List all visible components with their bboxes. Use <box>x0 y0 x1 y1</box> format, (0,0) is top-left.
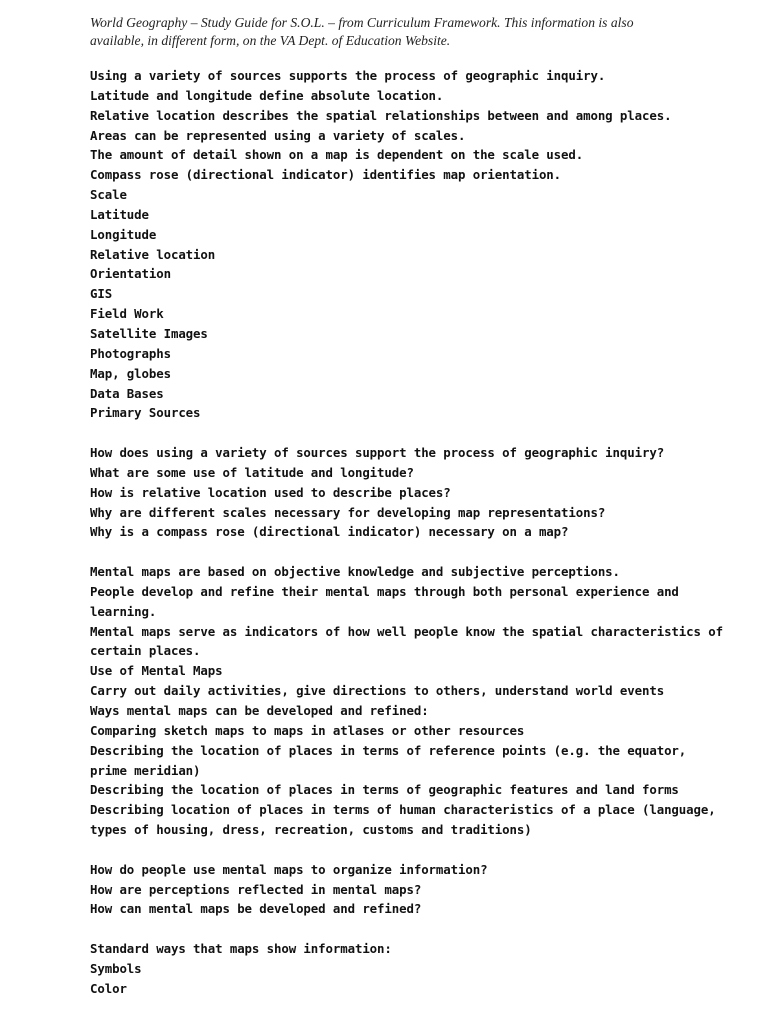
section-map-information <box>90 939 690 999</box>
text-line: Describing location of places in terms of human characteristics of a place (language, <box>90 802 716 818</box>
text-line: Describing the location of places in terms of reference points (e.g. the equator, <box>90 742 687 758</box>
text-line: Using a variety of sources supports the process of geographic inquiry. <box>90 68 606 83</box>
text-line: prime meridian) <box>90 762 201 778</box>
text-line: Comparing sketch maps to maps in atlases or other resources <box>90 722 525 738</box>
text-line: Areas can be represented using a variety of scales. <box>90 127 466 143</box>
document-header <box>90 14 730 49</box>
text-line: People develop and refine their mental maps through both personal experience and <box>90 583 679 599</box>
header-line: available, in different form, on the VA Dept. of Education Website. <box>90 32 451 48</box>
document-body <box>90 66 723 999</box>
term-item: Photographs <box>90 345 171 361</box>
term-item: Map, globes <box>90 365 171 381</box>
text-line: Describing the location of places in terms of geographic features and land forms <box>90 782 679 798</box>
question-line: Why is a compass rose (directional indicator) necessary on a map? <box>90 524 569 540</box>
text-line: Mental maps are based on objective knowledge and subjective perceptions. <box>90 564 620 580</box>
term-item: Longitude <box>90 226 157 242</box>
text-line: Compass rose (directional indicator) identifies map orientation. <box>90 167 562 183</box>
text-line: learning. <box>90 603 157 619</box>
section-mental-maps <box>90 562 723 840</box>
question-line: What are some use of latitude and longitude? <box>90 464 414 480</box>
question-line: How does using a variety of sources support the process of geographic inquiry? <box>90 445 665 461</box>
paragraph-spacer <box>90 840 690 860</box>
text-line: Latitude and longitude define absolute location. <box>90 87 444 103</box>
term-item: Latitude <box>90 206 149 222</box>
question-line: How do people use mental maps to organize information? <box>90 861 488 877</box>
header-line: World Geography – Study Guide for S.O.L. – from Curriculum Framework. This information is also <box>90 15 634 30</box>
text-line: Standard ways that maps show information: <box>90 941 392 957</box>
question-line: How can mental maps be developed and refined? <box>90 901 422 917</box>
term-item: Orientation <box>90 266 171 282</box>
text-line: Ways mental maps can be developed and refined: <box>90 703 429 718</box>
term-item: Field Work <box>90 306 164 322</box>
text-line: Carry out daily activities, give directions to others, understand world events <box>90 683 665 699</box>
paragraph-spacer <box>90 423 690 443</box>
text-line: certain places. <box>90 643 201 659</box>
term-item: Satellite Images <box>90 325 208 341</box>
text-line: Mental maps serve as indicators of how well people know the spatial characteristics of <box>90 623 723 639</box>
term-item: GIS <box>90 286 113 302</box>
term-item: Data Bases <box>90 385 164 401</box>
section-questions-sources <box>90 443 690 542</box>
question-line: How is relative location used to describe places? <box>90 484 451 500</box>
text-line: Relative location describes the spatial relationships between and among places. <box>90 107 672 123</box>
text-line: The amount of detail shown on a map is dependent on the scale used. <box>90 147 584 163</box>
term-item: Symbols <box>90 960 142 976</box>
text-line: types of housing, dress, recreation, customs and traditions) <box>90 822 532 838</box>
question-line: How are perceptions reflected in mental maps? <box>90 881 422 897</box>
term-item: Color <box>90 980 127 996</box>
term-item: Scale <box>90 187 127 203</box>
text-line: Use of Mental Maps <box>90 663 223 679</box>
paragraph-spacer <box>90 919 690 939</box>
term-item: Primary Sources <box>90 405 201 421</box>
section-geographic-inquiry <box>90 66 690 423</box>
question-line: Why are different scales necessary for developing map representations? <box>90 504 606 520</box>
paragraph-spacer <box>90 542 690 562</box>
term-item: Relative location <box>90 246 216 262</box>
section-questions-mental-maps <box>90 860 690 920</box>
